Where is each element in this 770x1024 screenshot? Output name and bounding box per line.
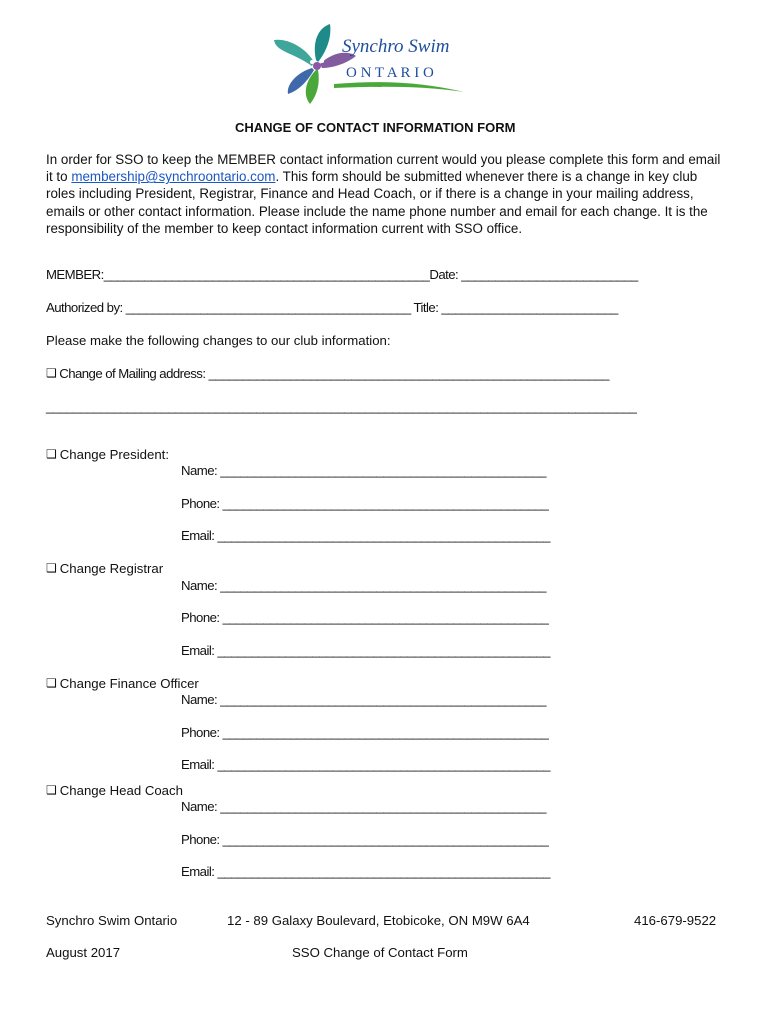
registrar-phone-field[interactable]: Phone: ________________________________________________	[181, 610, 549, 625]
checkbox-icon[interactable]: ❑	[46, 676, 57, 690]
footer-address: 12 - 89 Galaxy Boulevard, Etobicoke, ON M9W 6A4	[227, 913, 530, 928]
authorized-title-line[interactable]: Authorized by: __________________________________________ Title: __________________________	[46, 300, 618, 315]
coach-email-field[interactable]: Email: _________________________________________________	[181, 864, 550, 879]
finance-email-field[interactable]: Email: _________________________________________________	[181, 757, 550, 772]
section-label: Change Registrar	[59, 561, 164, 576]
checkbox-icon[interactable]: ❑	[46, 366, 57, 380]
registrar-email-field[interactable]: Email: _________________________________________________	[181, 643, 550, 658]
coach-phone-field[interactable]: Phone: ________________________________________________	[181, 832, 549, 847]
checkbox-icon[interactable]: ❑	[46, 783, 57, 797]
section-label: Change Head Coach	[59, 783, 183, 798]
footer-org: Synchro Swim Ontario	[46, 913, 178, 928]
member-date-line[interactable]: MEMBER:________________________________________________Date: __________________________	[46, 267, 638, 282]
logo-text-line2: O N T A R I O	[346, 65, 434, 81]
mailing-address-row[interactable]	[46, 367, 609, 380]
president-phone-field[interactable]: Phone: ________________________________________________	[181, 496, 549, 511]
mailing-address-line[interactable]: Change of Mailing address: ___________________________________________________________	[59, 366, 609, 381]
checkbox-icon[interactable]: ❑	[46, 561, 57, 575]
change-head-coach-option[interactable]	[46, 784, 183, 797]
change-president-option[interactable]	[46, 448, 169, 461]
logo-swoosh	[334, 82, 464, 92]
registrar-name-field[interactable]: Name: ________________________________________________	[181, 578, 546, 593]
coach-name-field[interactable]: Name: ________________________________________________	[181, 799, 546, 814]
membership-email-link[interactable]: membership@synchroontario.com	[71, 169, 276, 185]
section-label: Change Finance Officer	[59, 676, 199, 691]
footer-form-name: SSO Change of Contact Form	[292, 945, 468, 960]
intro-text-part2: . This form should be submitted whenever there is a change in key club roles including President, Registrar, Finance and Head Coach, or if there is a change in your mailing address, emails or other contact information. Please include the name phone number and email for each change. It is the responsibility of the member to keep contact information current with SSO office.	[46, 169, 708, 236]
president-email-field[interactable]: Email: _________________________________________________	[181, 528, 550, 543]
change-finance-officer-option[interactable]	[46, 677, 199, 690]
footer-date: August 2017	[46, 945, 121, 960]
changes-prompt: Please make the following changes to our club information:	[46, 333, 391, 348]
president-name-field[interactable]: Name: ________________________________________________	[181, 463, 546, 478]
intro-text-part1: In order for SSO to keep the MEMBER contact information current would you please complete this form and email it to	[46, 152, 721, 185]
form-title: CHANGE OF CONTACT INFORMATION FORM	[235, 120, 516, 135]
checkbox-icon[interactable]: ❑	[46, 447, 57, 461]
section-label: Change President:	[59, 447, 170, 462]
footer-phone: 416-679-9522	[634, 913, 717, 928]
synchro-swim-ontario-logo	[272, 22, 468, 106]
finance-name-field[interactable]: Name: ________________________________________________	[181, 692, 546, 707]
finance-phone-field[interactable]: Phone: ________________________________________________	[181, 725, 549, 740]
change-registrar-option[interactable]	[46, 562, 163, 575]
intro-paragraph	[46, 151, 721, 237]
logo-text-line1: Synchro Swim	[342, 36, 450, 57]
mailing-address-continuation[interactable]: _______________________________________________________________________________________	[46, 399, 637, 414]
